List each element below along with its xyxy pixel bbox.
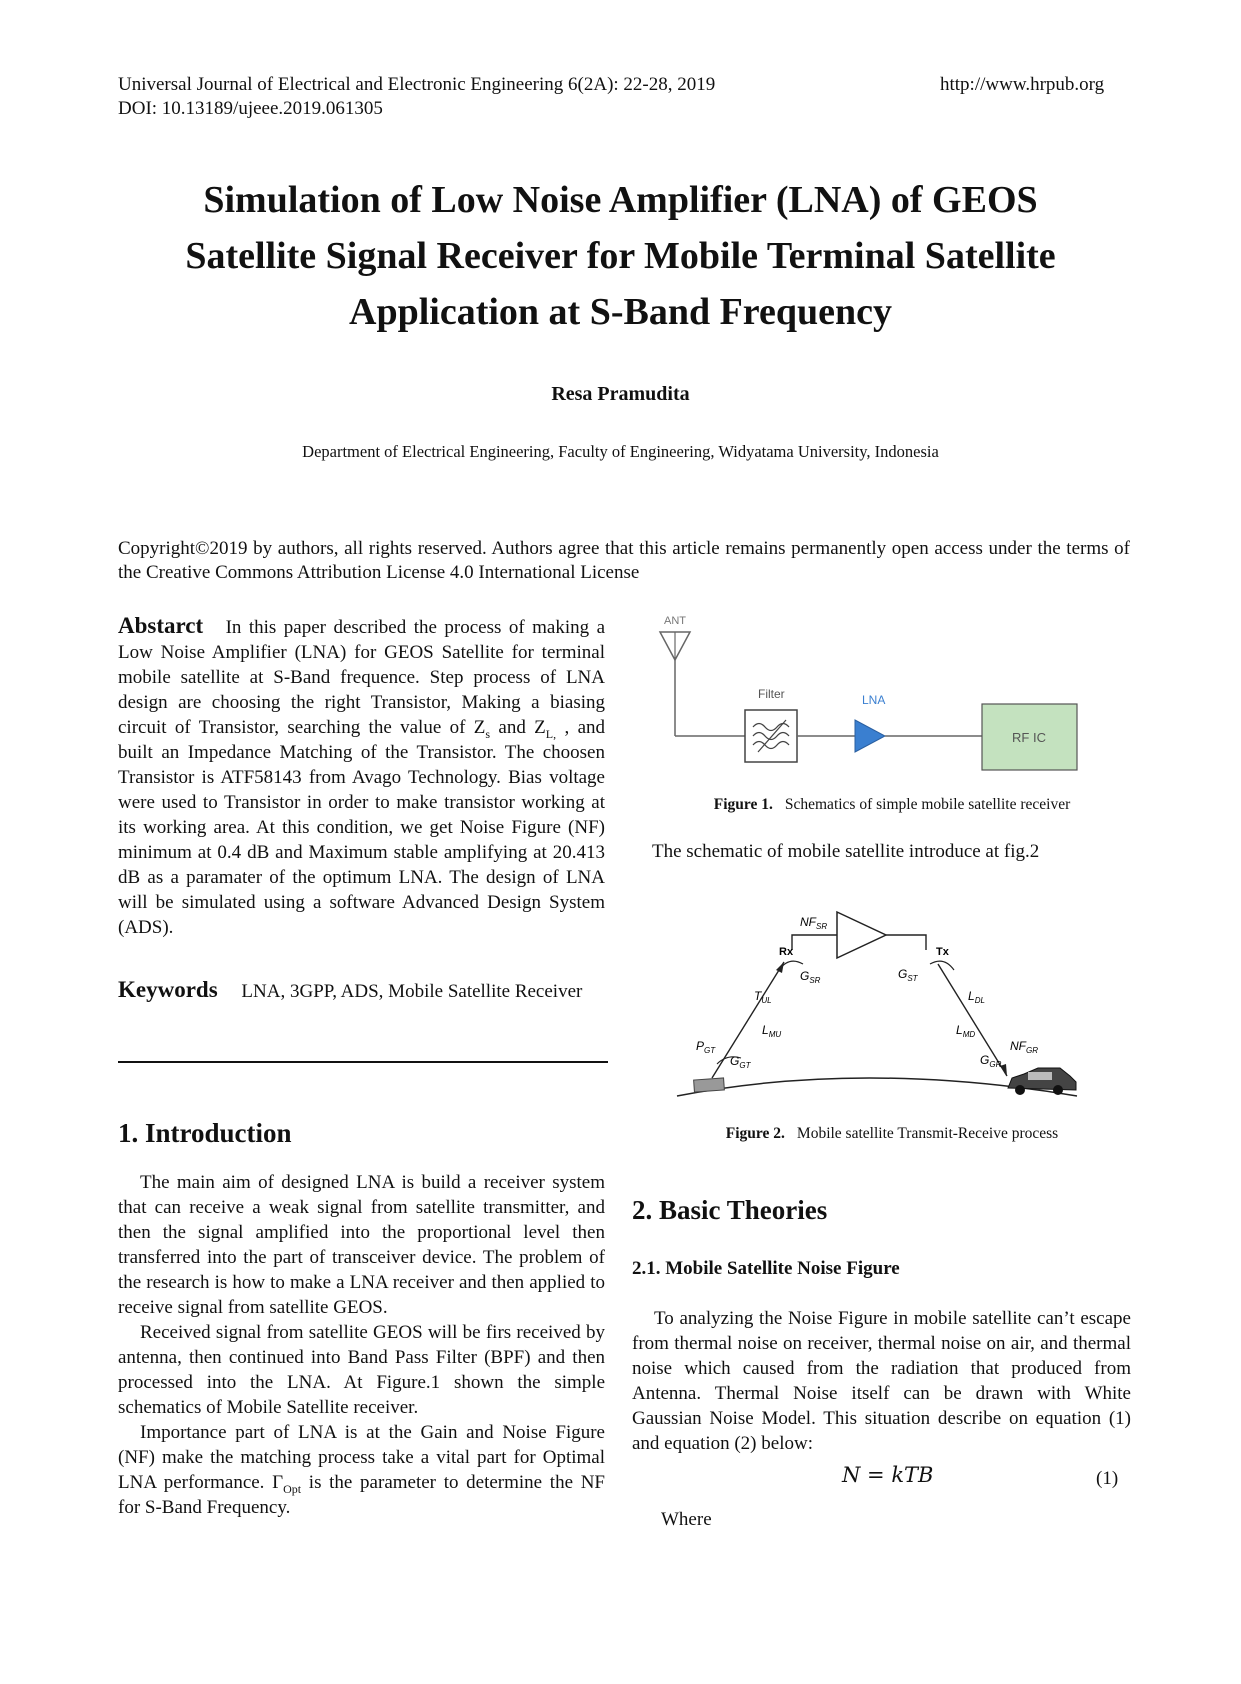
fig2-uplink-arrowhead bbox=[776, 962, 784, 973]
abstract-text-b: and Z bbox=[490, 717, 546, 738]
intro-body bbox=[118, 1170, 605, 1520]
fig2-tx-label: Tx bbox=[936, 946, 949, 958]
figure-2-intro: The schematic of mobile satellite introduce at fig.2 bbox=[652, 841, 1040, 862]
equation-1-number: (1) bbox=[1096, 1468, 1119, 1489]
abstract-text-c: , and built an Impedance Matching of the Transistor. The choosen Transistor is ATF58143 from Avago Technology. Bias voltage were used to Transistor in order to make transistor working at its working area. At this condition, we get Noise Figure (NF) minimum at 0.4 dB and Maximum stable amplifying at 20.413 dB as a paramater of the optimum LNA. The design of LNA will be simulated using a software Advanced Design System (ADS). bbox=[118, 717, 605, 938]
author: Resa Pramudita bbox=[551, 383, 690, 405]
keywords-text: LNA, 3GPP, ADS, Mobile Satellite Receiver bbox=[241, 981, 583, 1002]
fig2-tx-link bbox=[886, 935, 926, 950]
fig2-nfsr-label: $NF_{SR}$ bbox=[800, 915, 828, 931]
fig2-tx-antenna-arc bbox=[930, 961, 954, 970]
fig1-filter-label: Filter bbox=[758, 687, 785, 701]
figure-2-diagram bbox=[672, 900, 1092, 1110]
abstract-sub-s: s bbox=[485, 726, 491, 741]
paper-title bbox=[110, 172, 1131, 340]
figure-1-caption-text: Schematics of simple mobile satellite receiver bbox=[784, 796, 1071, 813]
copyright-notice: Copyright©2019 by authors, all rights reserved. Authors agree that this article remains permanently open access under the terms of the Creative Commons Attribution License 4.0 International License bbox=[118, 538, 1130, 583]
title-line-3: Application at S-Band Frequency bbox=[349, 291, 892, 333]
fig2-ggt-label: $G_{GT}$ bbox=[730, 1054, 751, 1070]
satellite-amplifier-icon bbox=[837, 912, 886, 958]
abstract-text-a: In this paper described the process of making a Low Noise Amplifier (LNA) for GEOS Satellite for terminal mobile satellite at S-Band frequence. Step process of LNA design are choosing the right Transistor, Making a biasing circuit of Transistor, searching the value of Z bbox=[118, 617, 606, 738]
fig1-ant-label: ANT bbox=[664, 615, 686, 627]
ground-station-icon bbox=[694, 1078, 725, 1092]
abstract-label: Abstarct bbox=[118, 613, 204, 638]
abstract-sub-l: L, bbox=[545, 726, 557, 741]
intro-paragraph-1: The main aim of designed LNA is build a receiver system that can receive a weak signal from satellite transmitter, and then the signal amplified into the proportional level then transferred into the part of transceiver device. The problem of the research is how to make a LNA receiver and then applied to receive signal from satellite GEOS. bbox=[118, 1172, 605, 1318]
fig2-tul-label: $T_{UL}$ bbox=[754, 989, 772, 1005]
fig2-gsr-label: $G_{SR}$ bbox=[800, 969, 821, 985]
basic-theories-body bbox=[632, 1306, 1131, 1456]
fig2-rx-label: Rx bbox=[779, 946, 794, 958]
fig1-rfic-label: RF IC bbox=[1012, 730, 1046, 745]
figure-2-caption bbox=[632, 1125, 1152, 1143]
fig2-ldl-label: $L_{DL}$ bbox=[968, 989, 985, 1005]
intro-p3-text-b: is the parameter to determine the NF for S-Band Frequency. bbox=[118, 1472, 605, 1518]
lna-amplifier-icon bbox=[855, 720, 885, 752]
fig2-lmd-label: $L_{MD}$ bbox=[956, 1023, 976, 1039]
noise-figure-subheading: 2.1. Mobile Satellite Noise Figure bbox=[632, 1258, 900, 1279]
figure-1-schematic bbox=[650, 612, 1090, 782]
keywords bbox=[118, 977, 605, 1004]
affiliation: Department of Electrical Engineering, Faculty of Engineering, Widyatama University, Indonesia bbox=[302, 442, 939, 461]
title-line-2: Satellite Signal Receiver for Mobile Terminal Satellite bbox=[185, 235, 1056, 277]
abstract bbox=[118, 613, 605, 940]
fig2-nfgr-label: $NF_{GR}$ bbox=[1010, 1039, 1038, 1055]
where-label: Where bbox=[661, 1509, 712, 1530]
fig2-lmu-label: $L_{MU}$ bbox=[762, 1023, 782, 1039]
keywords-label: Keywords bbox=[118, 977, 218, 1002]
fig2-pgt-label: $P_{GT}$ bbox=[696, 1039, 716, 1055]
journal-url[interactable]: http://www.hrpub.org bbox=[940, 74, 1105, 95]
title-line-1: Simulation of Low Noise Amplifier (LNA) of GEOS bbox=[203, 179, 1038, 221]
equation-1: N = kTB bbox=[842, 1463, 934, 1487]
intro-p3-text-a: Importance part of LNA is at the Gain and Noise Figure (NF) make the matching process take a vital part for Optimal LNA performance. Γ bbox=[118, 1422, 605, 1493]
intro-paragraph-2: Received signal from satellite GEOS will be firs received by antenna, then continued into Band Pass Filter (BPF) and then processed into the LNA. At Figure.1 shown the simple schematics of Mobile Satellite receiver. bbox=[118, 1322, 605, 1418]
abstract-divider bbox=[118, 1061, 608, 1063]
doi: DOI: 10.13189/ujeee.2019.061305 bbox=[118, 98, 383, 119]
fig2-ggr-label: $G_{GR}$ bbox=[980, 1053, 1002, 1069]
basic-theories-heading: 2. Basic Theories bbox=[632, 1195, 828, 1225]
antenna-icon bbox=[660, 632, 690, 736]
basic-paragraph-1: To analyzing the Noise Figure in mobile satellite can’t escape from thermal noise on receiver, thermal noise on air, and thermal noise which caused from the radiation that produced from Antenna. Thermal Noise itself can be drawn with White Gaussian Noise Model. This situation describe on equation (1) and equation (2) below: bbox=[632, 1308, 1131, 1454]
filter-icon bbox=[745, 710, 797, 762]
fig1-lna-label: LNA bbox=[862, 693, 886, 707]
journal-header: Universal Journal of Electrical and Electronic Engineering 6(2A): 22-28, 2019 bbox=[118, 74, 716, 95]
figure-1-number: Figure 1. bbox=[713, 796, 773, 813]
intro-p3-sub: Opt bbox=[283, 1481, 302, 1496]
intro-paragraph-3 bbox=[118, 1420, 605, 1520]
fig2-gst-label: $G_{ST}$ bbox=[898, 967, 918, 983]
figure-1-caption bbox=[632, 796, 1152, 814]
figure-2-number: Figure 2. bbox=[725, 1125, 785, 1142]
figure-2-caption-text: Mobile satellite Transmit-Receive process bbox=[796, 1125, 1059, 1142]
intro-heading: 1. Introduction bbox=[118, 1118, 292, 1148]
fig2-rx-link bbox=[792, 935, 837, 950]
